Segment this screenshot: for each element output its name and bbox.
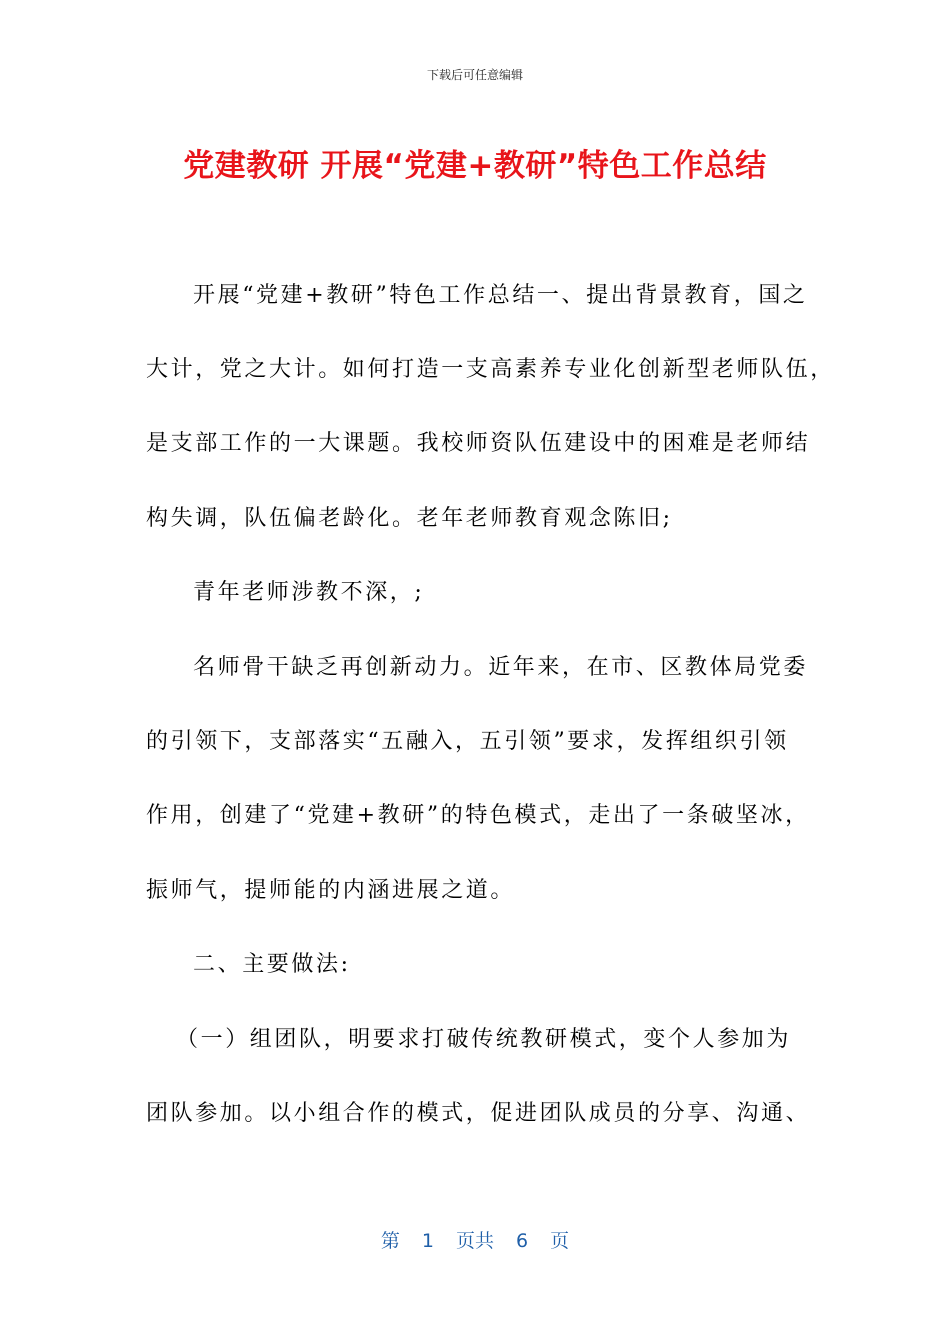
page-footer <box>0 1226 950 1253</box>
body-line: 青年老师涉教不深，; <box>193 580 425 605</box>
body-line: 名师骨干缺乏再创新动力。近年来，在市、区教体局党委 <box>193 655 809 680</box>
footer-middle: 页共 <box>455 1230 494 1252</box>
body-line: 开展“党建+教研”特色工作总结一、提出背景教育，国之 <box>193 283 808 308</box>
footer-prefix: 第 <box>380 1230 400 1252</box>
body-line: 的引领下，支部落实“五融入，五引领”要求，发挥组织引领 <box>146 729 789 754</box>
footer-current-page: 1 <box>421 1230 434 1252</box>
body-line: 构失调，队伍偏老龄化。老年老师教育观念陈旧; <box>146 506 673 531</box>
body-line: 振师气，提师能的内涵进展之道。 <box>146 878 516 903</box>
body-line: 团队参加。以小组合作的模式，促进团队成员的分享、沟通、 <box>146 1101 811 1126</box>
body-line: 是支部工作的一大课题。我校师资队伍建设中的困难是老师结 <box>146 431 811 456</box>
body-line: （一）组团队，明要求打破传统教研模式，变个人参加为 <box>176 1027 792 1052</box>
section-heading: 二、主要做法: <box>193 952 351 977</box>
header-note: 下载后可任意编辑 <box>426 68 523 82</box>
footer-total-pages: 6 <box>516 1230 529 1252</box>
document-title: 党建教研 开展“党建+教研”特色工作总结 <box>183 148 767 184</box>
body-line: 作用，创建了“党建+教研”的特色模式，走出了一条破坚冰， <box>146 803 810 828</box>
body-line: 大计，党之大计。如何打造一支高素养专业化创新型老师队伍， <box>146 357 835 382</box>
footer-suffix: 页 <box>550 1230 570 1252</box>
